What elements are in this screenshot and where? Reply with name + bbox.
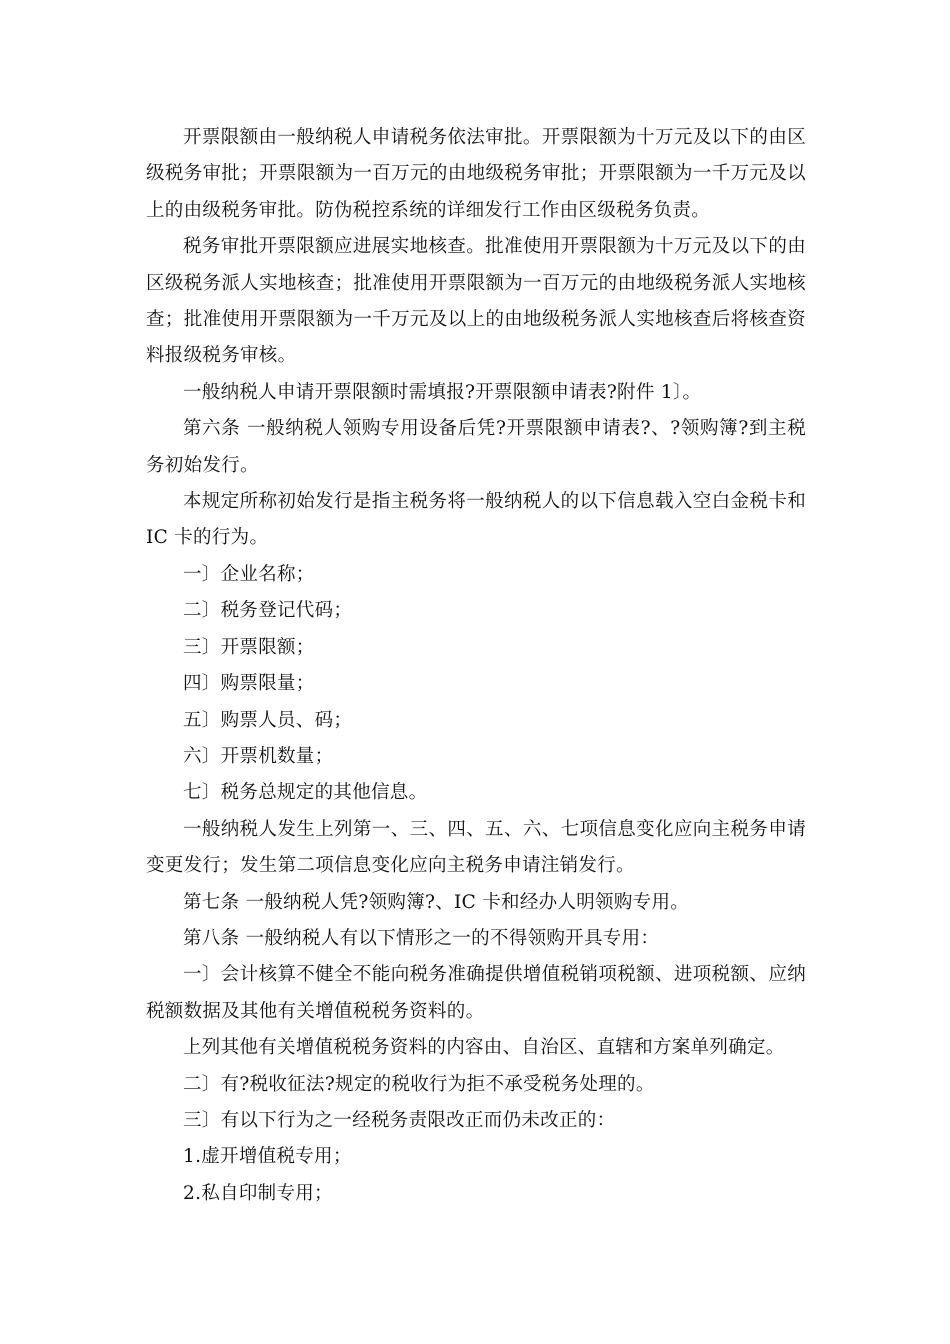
document-body: [146, 120, 806, 1212]
paragraph-change-issuance: 一般纳税人发生上列第一、三、四、五、六、七项信息变化应向主税务申请变更发行；发生第二项信息变化应向主税务申请注销发行。: [146, 818, 806, 877]
paragraph-article-6: 第六条 一般纳税人领购专用设备后凭?开票限额申请表?、?领购簿?到主税务初始发行。: [146, 418, 806, 476]
list-item-enterprise-name: 一〕企业名称；: [183, 563, 315, 585]
paragraph-initial-issuance-definition: 本规定所称初始发行是指主税务将一般纳税人的以下信息载入空白金税卡和 IC 卡的行为。: [146, 491, 806, 549]
paragraph-other-materials: 上列其他有关增值税税务资料的内容由、自治区、直辖和方案单列确定。: [183, 1037, 785, 1059]
list-item-purchaser: 五〕购票人员、码；: [183, 709, 353, 731]
list-item-tax-registration-code: 二〕税务登记代码；: [183, 600, 353, 622]
list-item-invoice-limit: 三〕开票限额；: [183, 636, 315, 658]
paragraph-article-8: 第八条 一般纳税人有以下情形之一的不得领购开具专用：: [183, 927, 660, 949]
list-item-purchase-limit: 四〕购票限量；: [183, 673, 315, 695]
paragraph-article-7: 第七条 一般纳税人凭?领购簿?、IC 卡和经办人明领购专用。: [183, 891, 690, 913]
list-item-accounting-incomplete: 一〕会计核算不健全不能向税务准确提供增值税销项税额、进项税额、应纳税额数据及其他有关增值税税务资料的。: [146, 964, 806, 1022]
list-item-false-invoicing: 1.虚开增值税专用；: [183, 1146, 352, 1168]
list-item-private-printing: 2.私自印制专用；: [183, 1182, 333, 1204]
paragraph-application-form: 一般纳税人申请开票限额时需填报?开票限额申请表?附件 1〕。: [183, 381, 702, 403]
paragraph-onsite-inspection: 税务审批开票限额应进展实地核查。批准使用开票限额为十万元及以下的由区级税务派人实地核查；批准使用开票限额为一百万元的由地级税务派人实地核查；批准使用开票限额为一千万元及以上的由地级税务派人实地核查后将核查资料报级税务审核。: [146, 236, 806, 367]
paragraph-invoice-limit-approval: 开票限额由一般纳税人申请税务依法审批。开票限额为十万元及以下的由区级税务审批；开票限额为一百万元的由地级税务审批；开票限额为一千万元及以上的由级税务审批。防伪税控系统的详细发行工作由区级税务负责。: [146, 127, 806, 221]
list-item-other-info: 七〕税务总规定的其他信息。: [183, 782, 428, 804]
list-item-refuse-treatment: 二〕有?税收征法?规定的税收行为拒不承受税务处理的。: [183, 1073, 655, 1095]
list-item-uncorrected-behavior: 三〕有以下行为之一经税务责限改正而仍未改正的：: [183, 1109, 616, 1131]
list-item-machine-count: 六〕开票机数量；: [183, 745, 334, 767]
